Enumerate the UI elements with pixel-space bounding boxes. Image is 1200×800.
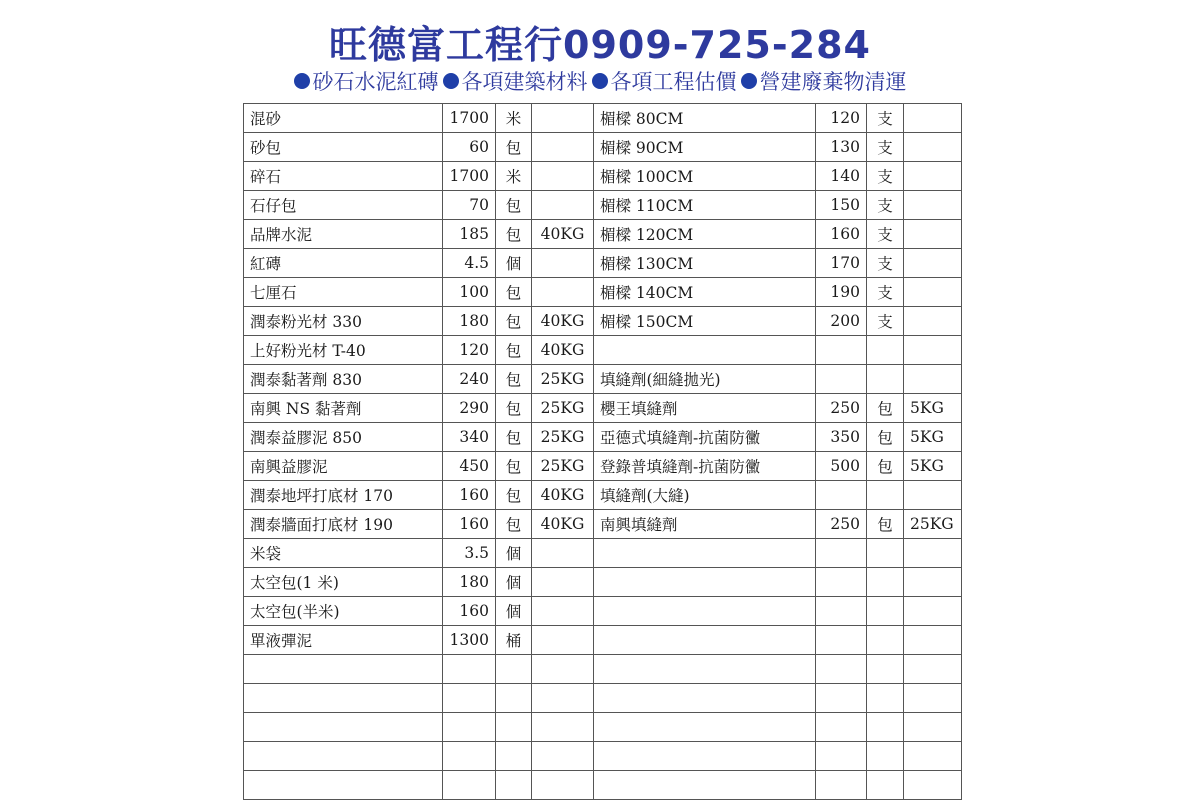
left-item-spec: 40KG [532, 307, 594, 336]
table-row [244, 220, 962, 249]
right-item-name [594, 597, 816, 626]
service-item [741, 66, 907, 96]
left-item-spec [532, 713, 594, 742]
service-item [592, 66, 737, 96]
service-label: 砂石水泥紅磚 [312, 70, 439, 94]
table-row [244, 191, 962, 220]
left-item-spec [532, 626, 594, 655]
right-item-price: 250 [816, 510, 867, 539]
table-row [244, 133, 962, 162]
left-item-spec [532, 278, 594, 307]
left-item-spec [532, 249, 594, 278]
right-item-spec [904, 191, 962, 220]
left-item-name [244, 684, 443, 713]
right-item-price [816, 713, 867, 742]
right-item-price: 500 [816, 452, 867, 481]
price-table [243, 103, 962, 800]
left-item-name: 潤泰黏著劑 830 [244, 365, 443, 394]
left-item-price [443, 742, 496, 771]
left-item-spec [532, 655, 594, 684]
right-item-spec [904, 713, 962, 742]
left-item-price: 180 [443, 568, 496, 597]
services-line [0, 66, 1200, 96]
left-item-spec [532, 539, 594, 568]
left-item-price: 160 [443, 481, 496, 510]
left-item-spec [532, 742, 594, 771]
table-row [244, 771, 962, 800]
right-item-unit: 支 [867, 307, 904, 336]
right-item-unit: 支 [867, 220, 904, 249]
service-item [443, 66, 588, 96]
right-item-price: 200 [816, 307, 867, 336]
left-item-price [443, 771, 496, 800]
left-item-spec: 40KG [532, 481, 594, 510]
right-item-name: 楣樑 150CM [594, 307, 816, 336]
left-item-unit [496, 771, 532, 800]
right-item-unit [867, 742, 904, 771]
table-row [244, 510, 962, 539]
right-item-price [816, 365, 867, 394]
table-row [244, 597, 962, 626]
right-item-spec [904, 104, 962, 133]
right-item-name [594, 568, 816, 597]
left-item-name: 單液彈泥 [244, 626, 443, 655]
left-item-spec: 40KG [532, 336, 594, 365]
left-item-spec [532, 568, 594, 597]
left-item-unit: 個 [496, 249, 532, 278]
right-item-spec [904, 336, 962, 365]
left-item-name: 碎石 [244, 162, 443, 191]
left-item-name: 南興 NS 黏著劑 [244, 394, 443, 423]
right-item-name [594, 684, 816, 713]
table-row [244, 742, 962, 771]
right-item-unit [867, 684, 904, 713]
left-item-unit: 米 [496, 162, 532, 191]
right-item-unit: 支 [867, 278, 904, 307]
left-item-name: 南興益膠泥 [244, 452, 443, 481]
table-row [244, 568, 962, 597]
left-item-spec [532, 162, 594, 191]
right-item-name: 楣樑 140CM [594, 278, 816, 307]
left-item-name: 品牌水泥 [244, 220, 443, 249]
right-item-unit [867, 771, 904, 800]
right-item-price: 120 [816, 104, 867, 133]
bullet-dot-icon [592, 73, 608, 89]
left-item-price: 160 [443, 597, 496, 626]
right-item-name: 楣樑 80CM [594, 104, 816, 133]
right-item-unit: 支 [867, 191, 904, 220]
left-item-price: 4.5 [443, 249, 496, 278]
right-item-unit [867, 626, 904, 655]
left-item-unit: 包 [496, 510, 532, 539]
left-item-spec: 40KG [532, 220, 594, 249]
right-item-unit [867, 568, 904, 597]
left-item-name: 潤泰地坪打底材 170 [244, 481, 443, 510]
right-item-name: 楣樑 110CM [594, 191, 816, 220]
left-item-price: 180 [443, 307, 496, 336]
left-item-unit: 包 [496, 133, 532, 162]
right-item-name: 登錄普填縫劑-抗菌防黴 [594, 452, 816, 481]
right-item-spec [904, 684, 962, 713]
right-item-price: 150 [816, 191, 867, 220]
right-item-price [816, 684, 867, 713]
left-item-price: 60 [443, 133, 496, 162]
left-item-spec: 25KG [532, 423, 594, 452]
right-item-name [594, 655, 816, 684]
right-item-unit [867, 655, 904, 684]
table-row [244, 713, 962, 742]
right-item-unit [867, 597, 904, 626]
left-item-name: 混砂 [244, 104, 443, 133]
left-item-unit: 包 [496, 394, 532, 423]
page-title: 旺德富工程行0909-725-284 [329, 23, 871, 67]
right-item-name: 亞德式填縫劑-抗菌防黴 [594, 423, 816, 452]
table-row [244, 684, 962, 713]
left-item-unit: 包 [496, 423, 532, 452]
table-row [244, 278, 962, 307]
left-item-spec: 40KG [532, 510, 594, 539]
right-item-name: 填縫劑(細縫拋光) [594, 365, 816, 394]
left-item-unit [496, 713, 532, 742]
left-item-name [244, 771, 443, 800]
right-item-unit: 包 [867, 510, 904, 539]
left-item-price: 100 [443, 278, 496, 307]
left-item-spec [532, 191, 594, 220]
left-item-unit: 個 [496, 597, 532, 626]
left-item-price: 340 [443, 423, 496, 452]
right-item-name [594, 713, 816, 742]
right-item-unit [867, 713, 904, 742]
right-item-spec: 5KG [904, 452, 962, 481]
right-item-spec [904, 278, 962, 307]
right-item-spec [904, 481, 962, 510]
right-item-spec [904, 133, 962, 162]
left-item-spec: 25KG [532, 394, 594, 423]
right-item-unit [867, 539, 904, 568]
left-item-name: 石仔包 [244, 191, 443, 220]
left-item-spec [532, 133, 594, 162]
right-item-unit [867, 481, 904, 510]
right-item-name: 楣樑 120CM [594, 220, 816, 249]
right-item-spec [904, 626, 962, 655]
left-item-unit [496, 742, 532, 771]
left-item-price: 120 [443, 336, 496, 365]
bullet-dot-icon [741, 73, 757, 89]
left-item-price: 185 [443, 220, 496, 249]
left-item-unit: 桶 [496, 626, 532, 655]
table-row [244, 626, 962, 655]
table-row [244, 452, 962, 481]
left-item-name: 七厘石 [244, 278, 443, 307]
table-row [244, 423, 962, 452]
table-row [244, 655, 962, 684]
right-item-unit: 包 [867, 452, 904, 481]
right-item-unit [867, 365, 904, 394]
right-item-price [816, 655, 867, 684]
right-item-price [816, 771, 867, 800]
left-item-name [244, 655, 443, 684]
table-row [244, 162, 962, 191]
left-item-name: 潤泰益膠泥 850 [244, 423, 443, 452]
left-item-spec: 25KG [532, 452, 594, 481]
right-item-spec [904, 162, 962, 191]
right-item-price [816, 597, 867, 626]
left-item-name: 紅磚 [244, 249, 443, 278]
service-item [294, 66, 439, 96]
right-item-name: 南興填縫劑 [594, 510, 816, 539]
left-item-unit: 包 [496, 307, 532, 336]
left-item-price [443, 655, 496, 684]
right-item-name: 填縫劑(大縫) [594, 481, 816, 510]
left-item-price [443, 684, 496, 713]
right-item-name [594, 771, 816, 800]
right-item-unit: 支 [867, 249, 904, 278]
left-item-name [244, 713, 443, 742]
left-item-unit: 包 [496, 365, 532, 394]
right-item-spec: 25KG [904, 510, 962, 539]
left-item-spec [532, 104, 594, 133]
left-item-unit: 包 [496, 452, 532, 481]
left-item-unit [496, 655, 532, 684]
left-item-spec [532, 684, 594, 713]
right-item-unit: 包 [867, 423, 904, 452]
right-item-name: 楣樑 90CM [594, 133, 816, 162]
right-item-name [594, 626, 816, 655]
right-item-spec [904, 365, 962, 394]
left-item-price: 1700 [443, 104, 496, 133]
right-item-price [816, 539, 867, 568]
right-item-price: 250 [816, 394, 867, 423]
bullet-dot-icon [443, 73, 459, 89]
right-item-price: 140 [816, 162, 867, 191]
table-row [244, 539, 962, 568]
right-item-unit: 支 [867, 133, 904, 162]
service-label: 營建廢棄物清運 [759, 70, 907, 94]
left-item-price [443, 713, 496, 742]
right-item-spec: 5KG [904, 394, 962, 423]
left-item-unit: 米 [496, 104, 532, 133]
right-item-name: 楣樑 100CM [594, 162, 816, 191]
left-item-price: 3.5 [443, 539, 496, 568]
left-item-price: 1300 [443, 626, 496, 655]
left-item-price: 160 [443, 510, 496, 539]
table-row [244, 365, 962, 394]
left-item-unit: 個 [496, 568, 532, 597]
left-item-name: 潤泰粉光材 330 [244, 307, 443, 336]
left-item-price: 240 [443, 365, 496, 394]
right-item-price: 160 [816, 220, 867, 249]
left-item-spec [532, 771, 594, 800]
left-item-name: 砂包 [244, 133, 443, 162]
table-row [244, 307, 962, 336]
right-item-name [594, 336, 816, 365]
table-row [244, 481, 962, 510]
left-item-price: 1700 [443, 162, 496, 191]
price-table-body [244, 104, 962, 800]
right-item-spec [904, 220, 962, 249]
right-item-name [594, 539, 816, 568]
left-item-unit: 包 [496, 191, 532, 220]
right-item-name: 楣樑 130CM [594, 249, 816, 278]
right-item-unit: 支 [867, 104, 904, 133]
service-label: 各項建築材料 [461, 70, 588, 94]
right-item-price: 130 [816, 133, 867, 162]
left-item-unit: 包 [496, 220, 532, 249]
right-item-spec [904, 307, 962, 336]
right-item-spec [904, 568, 962, 597]
left-item-unit: 包 [496, 278, 532, 307]
left-item-name: 太空包(1 米) [244, 568, 443, 597]
bullet-dot-icon [294, 73, 310, 89]
left-item-spec: 25KG [532, 365, 594, 394]
left-item-unit: 包 [496, 481, 532, 510]
right-item-price: 350 [816, 423, 867, 452]
table-row [244, 249, 962, 278]
left-item-name [244, 742, 443, 771]
right-item-unit: 包 [867, 394, 904, 423]
left-item-name: 米袋 [244, 539, 443, 568]
right-item-spec [904, 655, 962, 684]
table-row [244, 394, 962, 423]
right-item-spec: 5KG [904, 423, 962, 452]
left-item-price: 450 [443, 452, 496, 481]
service-label: 各項工程估價 [610, 70, 737, 94]
left-item-unit: 包 [496, 336, 532, 365]
right-item-price [816, 626, 867, 655]
table-row [244, 104, 962, 133]
left-item-spec [532, 597, 594, 626]
right-item-spec [904, 249, 962, 278]
right-item-name: 櫻王填縫劑 [594, 394, 816, 423]
right-item-price [816, 481, 867, 510]
left-item-name: 上好粉光材 T-40 [244, 336, 443, 365]
left-item-unit: 個 [496, 539, 532, 568]
right-item-spec [904, 742, 962, 771]
left-item-name: 潤泰牆面打底材 190 [244, 510, 443, 539]
right-item-price [816, 742, 867, 771]
left-item-price: 290 [443, 394, 496, 423]
left-item-price: 70 [443, 191, 496, 220]
left-item-name: 太空包(半米) [244, 597, 443, 626]
left-item-unit [496, 684, 532, 713]
table-row [244, 336, 962, 365]
right-item-spec [904, 539, 962, 568]
right-item-name [594, 742, 816, 771]
right-item-price: 170 [816, 249, 867, 278]
right-item-price [816, 568, 867, 597]
right-item-unit [867, 336, 904, 365]
right-item-price [816, 336, 867, 365]
right-item-spec [904, 771, 962, 800]
right-item-price: 190 [816, 278, 867, 307]
right-item-spec [904, 597, 962, 626]
right-item-unit: 支 [867, 162, 904, 191]
